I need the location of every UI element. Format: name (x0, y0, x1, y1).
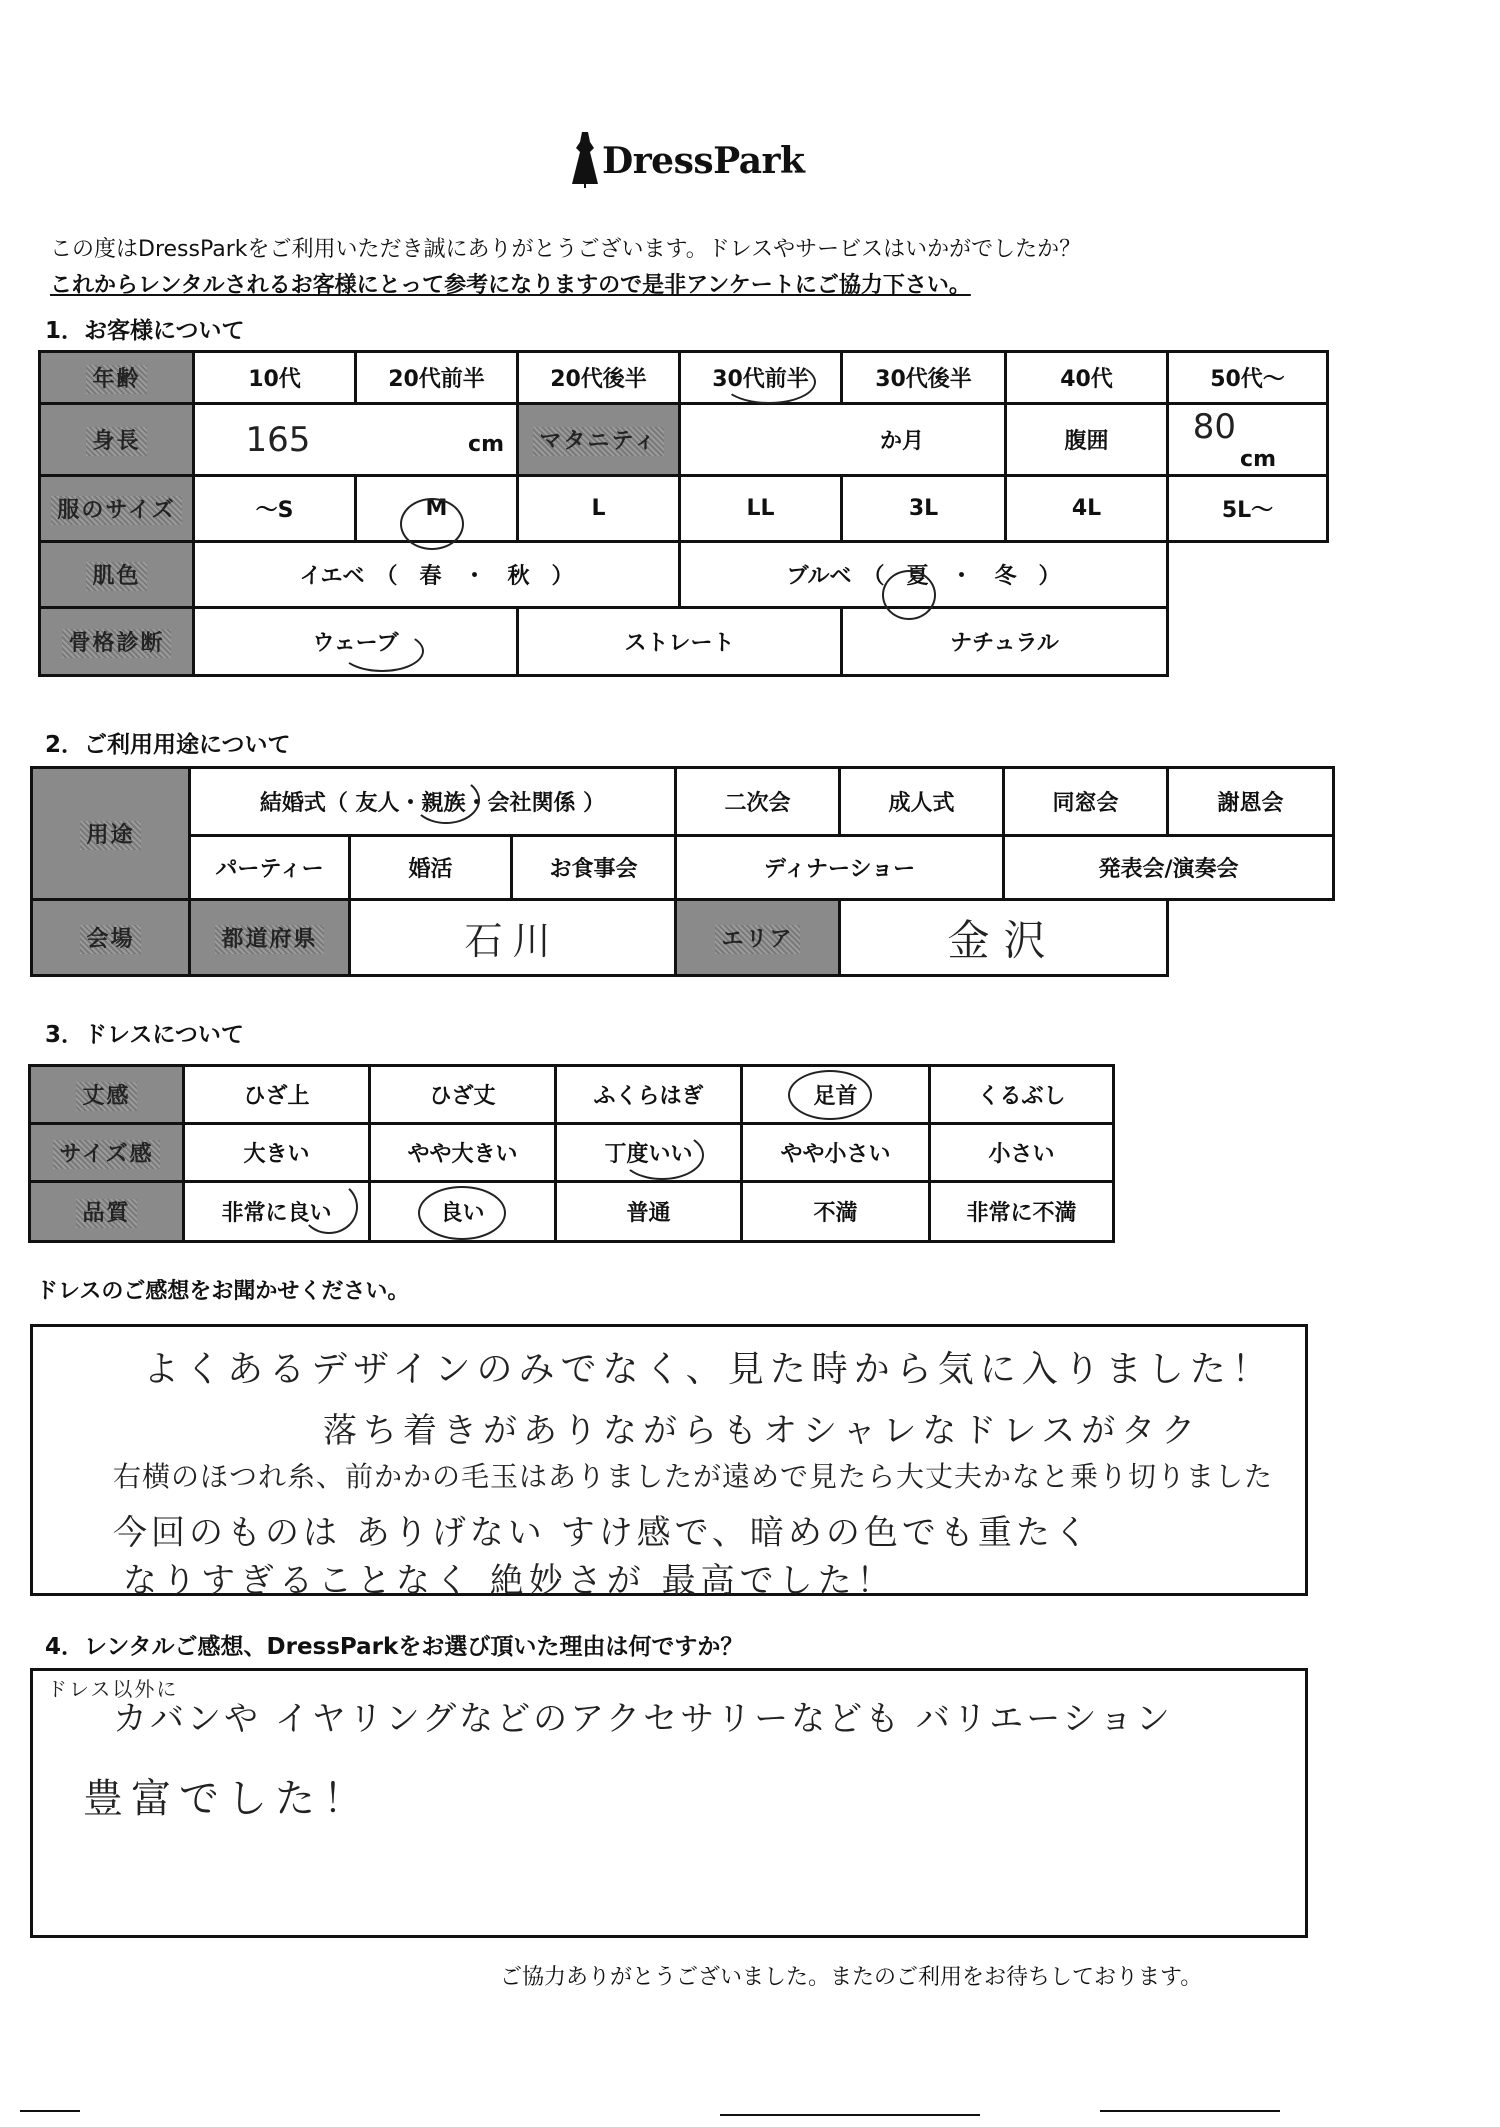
skin-blue-option[interactable]: ブルベ （ 夏 ・ 冬 ） (680, 542, 1168, 608)
frame-label: 骨格診断 (40, 608, 194, 676)
purpose-option[interactable]: 謝恩会 (1168, 768, 1334, 836)
area-value: 金沢 (947, 915, 1060, 965)
waist-label: 腹囲 (1006, 404, 1168, 476)
rental-comment-box[interactable] (30, 1668, 1308, 1938)
fit-option[interactable]: やや大きい (370, 1124, 556, 1182)
purpose-option[interactable]: 二次会 (676, 768, 840, 836)
quality-option[interactable]: 不満 (742, 1182, 930, 1242)
venue-label: 会場 (32, 900, 190, 976)
frame-option-selected[interactable]: ウェーブ (194, 608, 518, 676)
purpose-table (30, 766, 1335, 977)
quality-option[interactable]: 非常に良い (184, 1182, 370, 1242)
comment-line: なりすぎることなく 絶妙さが 最高でした！ (123, 1561, 896, 1601)
skin-selection-mark (882, 570, 936, 620)
age-selection-mark (722, 360, 816, 404)
prefecture-value: 石川 (464, 919, 561, 963)
purpose-option[interactable]: 発表会/演奏会 (1004, 836, 1334, 900)
skin-yellow-option[interactable]: イエベ （ 春 ・ 秋 ） (194, 542, 680, 608)
comment-prompt: ドレスのご感想をお聞かせください。 (36, 1279, 410, 1304)
fit-label: サイズ感 (30, 1124, 184, 1182)
size-option[interactable]: 5L～ (1168, 476, 1328, 542)
waist-value: 80 (1192, 407, 1236, 447)
rental-comment-line: ドレス以外に (47, 1677, 179, 1701)
quality-option[interactable]: 非常に不満 (930, 1182, 1114, 1242)
customer-table (38, 350, 1329, 677)
wedding-option[interactable]: 結婚式（ 友人・親族・会社関係 ） (190, 768, 676, 836)
size-option[interactable]: 3L (842, 476, 1006, 542)
waist-field[interactable] (1168, 404, 1328, 476)
section4-title: 4．レンタルご感想、DressParkをお選び頂いた理由は何ですか？ (45, 1634, 744, 1660)
size-label: 服のサイズ (40, 476, 194, 542)
height-value: 165 (245, 419, 311, 460)
length-label: 丈感 (30, 1066, 184, 1124)
comment-line: 右横のほつれ糸、前かかの毛玉はありましたが遠めで見たら大丈夫かなと乗り切りました (113, 1460, 1274, 1493)
frame-option[interactable]: ナチュラル (842, 608, 1168, 676)
purpose-option[interactable]: 同窓会 (1004, 768, 1168, 836)
quality-label: 品質 (30, 1182, 184, 1242)
purpose-option[interactable]: 婚活 (350, 836, 512, 900)
age-option[interactable]: 20代後半 (518, 352, 680, 404)
maternity-unit: か月 (879, 429, 924, 454)
maternity-label: マタニティ (518, 404, 680, 476)
prefecture-label: 都道府県 (190, 900, 350, 976)
scan-edge-mark (1100, 2110, 1280, 2112)
rental-comment-line: カバンや イヤリングなどのアクセサリーなども バリエーション (113, 1699, 1173, 1739)
age-option-selected[interactable]: 30代前半 (680, 352, 842, 404)
quality-selection-mark (418, 1186, 506, 1240)
length-option[interactable]: くるぶし (930, 1066, 1114, 1124)
length-selection-mark (788, 1070, 872, 1120)
size-selection-mark (400, 498, 464, 550)
quality-stray-mark (300, 1180, 358, 1234)
size-option[interactable]: L (518, 476, 680, 542)
intro-request: これからレンタルされるお客様にとって参考になりますので是非アンケートにご協力下さい。 (50, 273, 971, 298)
age-option[interactable]: 20代前半 (356, 352, 518, 404)
comment-line: 落ち着きがありながらもオシャレなドレスがタク (323, 1411, 1202, 1451)
section3-title: 3．ドレスについて (45, 1022, 244, 1048)
age-option[interactable]: 40代 (1006, 352, 1168, 404)
age-option[interactable]: 10代 (194, 352, 356, 404)
height-unit: cm (468, 431, 504, 457)
intro-text: この度はDressParkをご利用いただき誠にありがとうございます。ドレスやサービスはいかがでしたか？ (50, 237, 1082, 262)
size-option[interactable]: LL (680, 476, 842, 542)
brand-name: DressPark (602, 140, 805, 182)
rental-comment-line: 豊富でした！ (83, 1776, 371, 1822)
dress-comment-box[interactable] (30, 1324, 1308, 1601)
length-option[interactable]: ひざ丈 (370, 1066, 556, 1124)
purpose-label: 用途 (32, 768, 190, 900)
age-label: 年齢 (40, 352, 194, 404)
area-field[interactable] (840, 900, 1168, 976)
quality-option-selected[interactable]: 良い (370, 1182, 556, 1242)
size-option-selected[interactable]: M (356, 476, 518, 542)
frame-selection-mark (340, 630, 424, 672)
purpose-option[interactable]: お食事会 (512, 836, 676, 900)
length-option[interactable]: ひざ上 (184, 1066, 370, 1124)
fit-option[interactable]: 小さい (930, 1124, 1114, 1182)
dress-table (28, 1064, 1115, 1243)
height-field[interactable] (194, 404, 518, 476)
fit-option[interactable]: 大きい (184, 1124, 370, 1182)
skin-label: 肌色 (40, 542, 194, 608)
section2-title: 2．ご利用用途について (45, 732, 291, 758)
age-option[interactable]: 50代～ (1168, 352, 1328, 404)
fit-option[interactable]: やや小さい (742, 1124, 930, 1182)
scan-edge-mark (720, 2114, 980, 2116)
size-option[interactable]: ～S (194, 476, 356, 542)
fit-option-selected[interactable]: 丁度いい (556, 1124, 742, 1182)
age-option[interactable]: 30代後半 (842, 352, 1006, 404)
height-label: 身長 (40, 404, 194, 476)
purpose-option[interactable]: ディナーショー (676, 836, 1004, 900)
maternity-field[interactable] (680, 404, 1006, 476)
length-option[interactable]: ふくらはぎ (556, 1066, 742, 1124)
closing-message: ご協力ありがとうございました。またのご利用をお待ちしております。 (500, 1965, 1203, 1990)
frame-option[interactable]: ストレート (518, 608, 842, 676)
comment-line: 今回のものは ありげない すけ感で、暗めの色でも重たく (113, 1513, 1092, 1553)
wedding-selection-mark (412, 776, 480, 824)
size-option[interactable]: 4L (1006, 476, 1168, 542)
purpose-option[interactable]: パーティー (190, 836, 350, 900)
waist-unit: cm (1240, 447, 1276, 472)
purpose-option[interactable]: 成人式 (840, 768, 1004, 836)
scan-edge-mark (20, 2110, 80, 2112)
comment-line: よくあるデザインのみでなく、見た時から気に入りました！ (143, 1349, 1274, 1390)
length-option-selected[interactable]: 足首 (742, 1066, 930, 1124)
area-label: エリア (676, 900, 840, 976)
quality-option[interactable]: 普通 (556, 1182, 742, 1242)
prefecture-field[interactable] (350, 900, 676, 976)
fit-selection-mark (620, 1130, 704, 1180)
section1-title: 1．お客様について (45, 318, 245, 344)
